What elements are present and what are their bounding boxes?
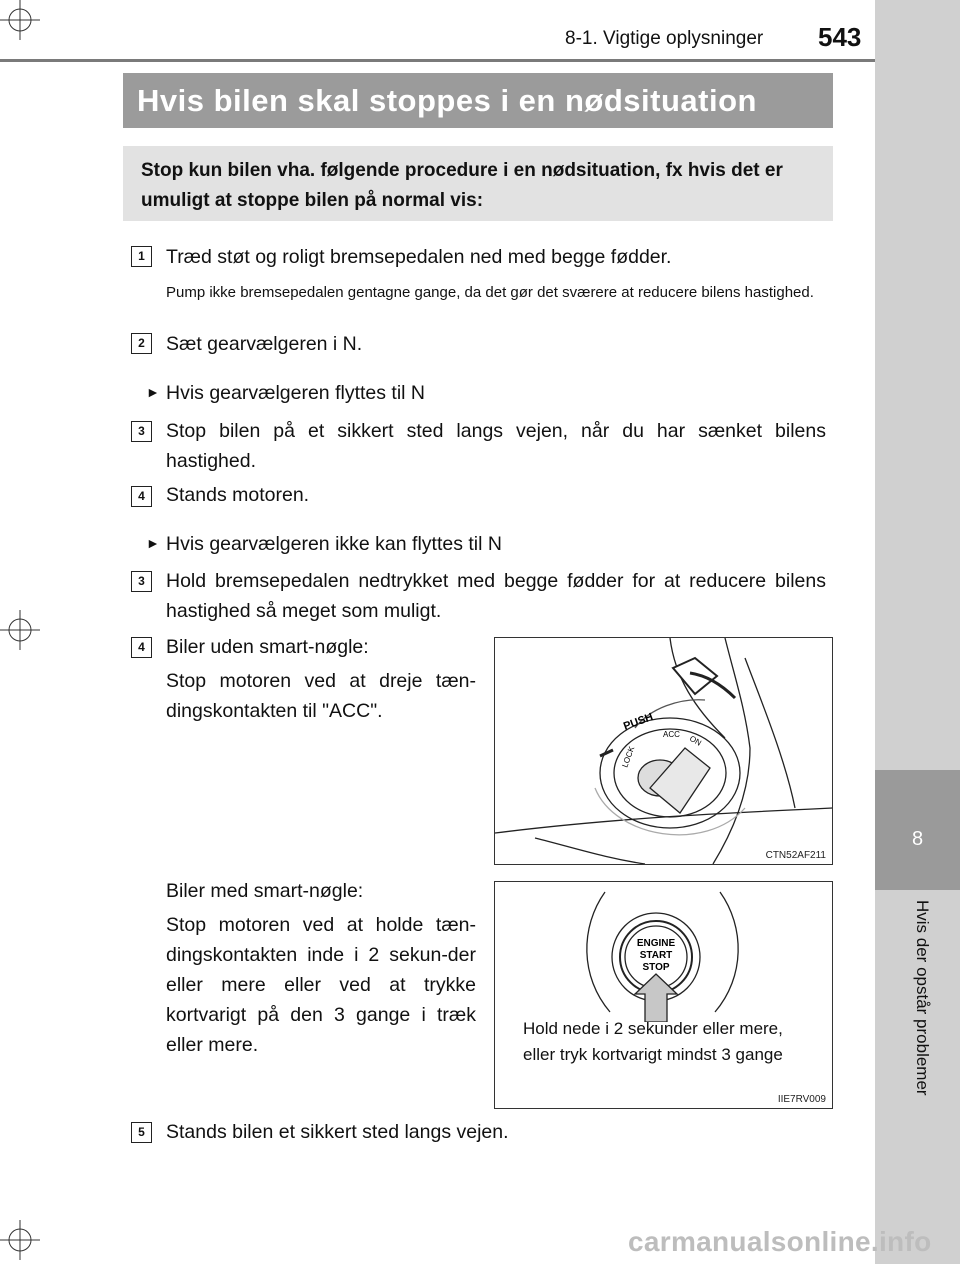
case-arrow-icon: ► — [146, 535, 160, 551]
start-button-figure — [494, 881, 833, 1109]
acc-label: ACC — [663, 730, 680, 739]
site-watermark: carmanualsonline.info — [628, 1226, 932, 1257]
step-number: 4 — [131, 486, 152, 507]
push-label: PUSH — [621, 711, 655, 733]
step-text: Stands bilen et sikkert sted langs vejen. — [166, 1121, 509, 1143]
registration-mark-icon — [0, 610, 40, 650]
step-text: Træd støt og roligt bremsepedalen ned med begge fødder. — [166, 246, 672, 268]
start-button-illustration — [495, 882, 832, 1022]
subsection-title: Biler uden smart-nøgle: — [166, 636, 369, 658]
step-number: 2 — [131, 333, 152, 354]
figure-caption: Hold nede i 2 sekunder eller mere, eller tryk kortvarigt mindst 3 gange — [523, 1019, 783, 1064]
button-label-line: STOP — [642, 962, 670, 973]
step-number: 5 — [131, 1122, 152, 1143]
step-note: Pump ikke bremsepedalen gentagne gange, da det gør det sværere at reducere bilens hastighed. — [166, 284, 814, 301]
figure-code: IIE7RV009 — [777, 1094, 826, 1105]
case-heading: Hvis gearvælgeren ikke kan flyttes til N — [166, 533, 502, 555]
lock-label: LOCK — [620, 745, 637, 769]
on-label: ON — [688, 733, 703, 748]
header-rule — [0, 59, 875, 62]
step-text: Stands motoren. — [166, 484, 310, 506]
step-text: Hold bremsepedalen nedtrykket med begge fødder for at reducere bilens hastighed så meget som muligt. — [166, 570, 826, 622]
page-title: Hvis bilen skal stoppes i en nødsituation — [123, 73, 833, 128]
step-text: Stop bilen på et sikkert sted langs vejen, når du har sænket bilens hastighed. — [166, 420, 826, 472]
registration-mark-icon — [0, 0, 40, 40]
page-number: 543 — [818, 22, 862, 52]
step-number: 3 — [131, 421, 152, 442]
step-number: 3 — [131, 571, 152, 592]
step-number: 4 — [131, 637, 152, 658]
ignition-key-illustration — [495, 638, 832, 864]
chapter-number: 8 — [911, 828, 924, 850]
button-label-line: START — [639, 950, 673, 961]
case-arrow-icon: ► — [146, 384, 160, 400]
button-label-line: ENGINE — [636, 938, 676, 949]
step-number: 1 — [131, 246, 152, 267]
step-text: Sæt gearvælgeren i N. — [166, 333, 363, 355]
subsection-text: Stop motoren ved at dreje tæn-dingskontakten til "ACC". — [166, 670, 476, 722]
registration-mark-icon — [0, 1220, 40, 1260]
subsection-title: Biler med smart-nøgle: — [166, 880, 364, 902]
intro-box: Stop kun bilen vha. følgende procedure i en nødsituation, fx hvis det er umuligt at stoppe bilen på normal vis: — [123, 146, 833, 221]
figure-code: CTN52AF211 — [765, 850, 826, 861]
ignition-figure — [494, 637, 833, 865]
section-header: 8-1. Vigtige oplysninger — [565, 28, 764, 49]
subsection-text: Stop motoren ved at holde tæn-dingskontakten inde i 2 sekun-der eller mere eller ved at trykke kortvarigt på den 3 gange i træk eller mere. — [166, 914, 476, 1056]
chapter-title: Hvis der opstår problemer — [913, 900, 932, 1096]
case-heading: Hvis gearvælgeren flyttes til N — [166, 382, 426, 404]
